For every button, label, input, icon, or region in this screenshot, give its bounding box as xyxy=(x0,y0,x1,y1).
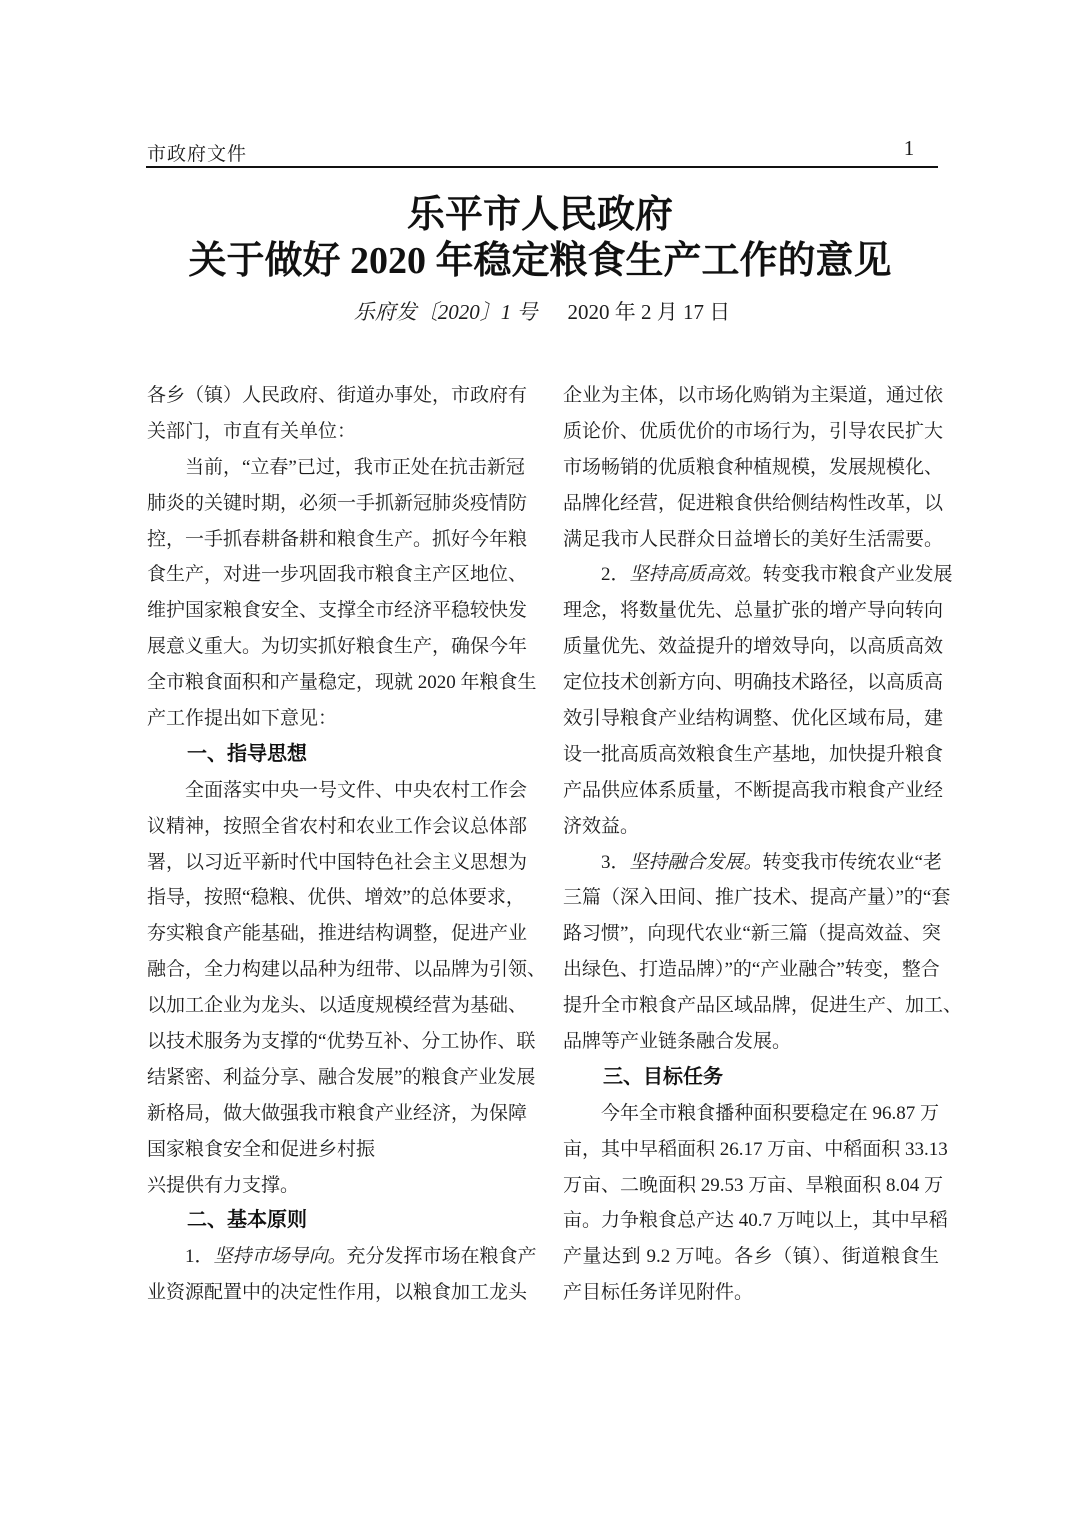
header-doc-type: 市政府文件 xyxy=(147,144,248,165)
text-run: 充分发挥市场在粮食产 xyxy=(346,1246,537,1268)
text-run: 二、基本原则 xyxy=(187,1209,307,1232)
body-line xyxy=(147,701,521,737)
body-line xyxy=(563,450,944,486)
section-heading xyxy=(563,1060,939,1096)
body-line xyxy=(147,952,547,988)
body-line xyxy=(563,809,939,845)
body-line xyxy=(147,1239,537,1275)
text-run: 产目标任务详见附件。 xyxy=(563,1282,754,1304)
body-line xyxy=(147,1096,528,1132)
text-run: 产量达到 9.2 万吨。各乡（镇）、街道粮食生 xyxy=(563,1246,939,1268)
text-run: 设一批高质高效粮食生产基地，加快提升粮食 xyxy=(563,743,944,765)
text-run: 维护国家粮食安全、支撑全市经济平稳较快发 xyxy=(147,600,528,622)
body-line xyxy=(563,1239,939,1275)
text-run: 肺炎的关键时期，必须一手抓新冠肺炎疫情防 xyxy=(147,492,528,514)
body-line xyxy=(147,450,525,486)
body-line xyxy=(147,1168,521,1204)
body-line xyxy=(563,1132,948,1168)
text-run: 质量优先、效益提升的增效导向，以高质高效 xyxy=(563,636,944,658)
body-line xyxy=(563,952,939,988)
emphasis-kai-text: 坚持市场导向。 xyxy=(213,1246,347,1268)
section-heading xyxy=(147,737,521,773)
text-run: 产品供应体系质量，不断提高我市粮食产业经 xyxy=(563,779,944,801)
body-line xyxy=(563,1096,939,1132)
text-run: 新格局，做大做强我市粮食产业经济，为保障 xyxy=(147,1102,528,1124)
body-line xyxy=(563,845,942,881)
body-line xyxy=(563,522,944,558)
text-run: 3． xyxy=(601,851,630,873)
text-run: 提升全市粮食产品区域品牌，促进生产、加工、 xyxy=(563,995,963,1017)
text-run: 满足我市人民群众日益增长的美好生活需要。 xyxy=(563,528,944,550)
body-line xyxy=(147,1132,521,1168)
body-line xyxy=(563,629,944,665)
body-line xyxy=(563,1203,948,1239)
body-line xyxy=(147,1060,536,1096)
body-line xyxy=(563,880,951,916)
text-run: 2． xyxy=(601,564,630,586)
body-line xyxy=(147,593,528,629)
text-run: 以加工企业为龙头、以适度规模经营为基础、 xyxy=(147,995,528,1017)
body-line xyxy=(147,1024,536,1060)
body-line xyxy=(147,1275,528,1311)
body-line xyxy=(563,1168,944,1204)
text-run: 展意义重大。为切实抓好粮食生产，确保今年 xyxy=(147,636,528,658)
body-line xyxy=(147,880,525,916)
text-run: 夯实粮食产能基础，推进结构调整，促进产业 xyxy=(147,923,528,945)
text-run: 路习惯”，向现代农业“新三篇（提高效益、突 xyxy=(563,923,941,945)
text-run: 亩，其中早稻面积 26.17 万亩、中稻面积 33.13 xyxy=(563,1138,948,1160)
text-run: 以技术服务为支撑的“优势互补、分工协作、联 xyxy=(147,1031,536,1053)
title-line-1: 乐平市人民政府 xyxy=(406,194,673,236)
left-column xyxy=(147,378,547,1311)
text-run: 兴提供有力支撑。 xyxy=(147,1174,300,1196)
text-run: 署，以习近平新时代中国特色社会主义思想为 xyxy=(147,851,528,873)
doc-date: 2020 年 2 月 17 日 xyxy=(567,300,731,324)
text-run: 指导，按照“稳粮、优供、增效”的总体要求， xyxy=(147,887,525,909)
doc-number: 乐府发〔2020〕1 号 xyxy=(353,300,538,324)
text-run: 定位技术创新方向、明确技术路径，以高质高 xyxy=(563,672,944,694)
body-line xyxy=(147,414,521,450)
text-run: 市场畅销的优质粮食种植规模，发展规模化、 xyxy=(563,456,944,478)
text-run: 转变我市传统农业“老 xyxy=(762,851,942,873)
body-line xyxy=(147,378,528,414)
body-line xyxy=(147,809,528,845)
text-run: 业资源配置中的决定性作用，以粮食加工龙头 xyxy=(147,1282,528,1304)
body-line xyxy=(563,486,944,522)
text-run: 一、指导思想 xyxy=(187,742,307,765)
body-line xyxy=(147,486,528,522)
text-run: 国家粮食安全和促进乡村振 xyxy=(147,1138,376,1160)
body-line xyxy=(563,593,944,629)
text-run: 控，一手抓春耕备耕和粮食生产。抓好今年粮 xyxy=(147,528,528,550)
title-line-2: 关于做好 2020 年稳定粮食生产工作的意见 xyxy=(188,240,892,282)
body-line xyxy=(563,1024,939,1060)
page-number: 1 xyxy=(903,136,915,160)
text-run: 1． xyxy=(185,1246,214,1268)
emphasis-kai-text: 坚持融合发展。 xyxy=(629,851,763,873)
body-line xyxy=(563,557,953,593)
body-line xyxy=(147,522,528,558)
text-run: 产工作提出如下意见： xyxy=(147,708,338,730)
document-title xyxy=(120,192,960,284)
body-line xyxy=(563,414,944,450)
text-run: 全市粮食面积和产量稳定，现就 2020 年粮食生 xyxy=(147,672,537,694)
text-run: 全面落实中央一号文件、中央农村工作会 xyxy=(185,779,528,801)
right-column xyxy=(563,378,963,1311)
text-run: 出绿色、打造品牌）”的“产业融合”转变，整合 xyxy=(563,959,940,981)
body-line xyxy=(563,916,939,952)
document-meta xyxy=(146,296,938,326)
text-run: 各乡（镇）人民政府、街道办事处，市政府有 xyxy=(147,385,528,406)
text-run: 品牌化经营，促进粮食供给侧结构性改革，以 xyxy=(563,492,944,514)
text-run: 万亩、二晚面积 29.53 万亩、旱粮面积 8.04 万 xyxy=(563,1174,944,1196)
body-line xyxy=(147,665,537,701)
body-line xyxy=(563,1275,939,1311)
text-run: 融合，全力构建以品种为纽带、以品牌为引领、 xyxy=(147,959,547,981)
body-line xyxy=(563,773,944,809)
text-run: 今年全市粮食播种面积要稳定在 96.87 万 xyxy=(601,1102,939,1124)
header-rule xyxy=(146,166,938,168)
body-line xyxy=(563,737,944,773)
text-run: 议精神，按照全省农村和农业工作会议总体部 xyxy=(147,815,528,837)
body-line xyxy=(147,988,528,1024)
body-line xyxy=(563,665,944,701)
text-run: 质论价、优质优价的市场行为，引导农民扩大 xyxy=(563,420,944,442)
text-run: 效引导粮食产业结构调整、优化区域布局，建 xyxy=(563,708,944,730)
text-run: 理念，将数量优先、总量扩张的增产导向转向 xyxy=(563,600,944,622)
text-run: 三篇（深入田间、推广技术、提高产量）”的“套 xyxy=(563,887,951,909)
text-run: 结紧密、利益分享、融合发展”的粮食产业发展 xyxy=(147,1066,536,1088)
emphasis-kai-text: 坚持高质高效。 xyxy=(629,564,763,586)
section-heading xyxy=(147,1203,521,1239)
body-line xyxy=(147,557,528,593)
body-line xyxy=(147,629,528,665)
body-line xyxy=(147,916,528,952)
text-run: 三、目标任务 xyxy=(603,1065,723,1088)
body-line xyxy=(147,773,528,809)
body-line xyxy=(563,988,963,1024)
body-line xyxy=(563,378,944,414)
text-run: 转变我市粮食产业发展 xyxy=(762,564,953,586)
text-run: 食生产，对进一步巩固我市粮食主产区地位、 xyxy=(147,564,528,586)
body-line xyxy=(563,701,944,737)
text-run: 关部门，市直有关单位： xyxy=(147,420,357,442)
text-run: 亩。力争粮食总产达 40.7 万吨以上，其中早稻 xyxy=(563,1210,948,1232)
text-run: 当前，“立春”已过，我市正处在抗击新冠 xyxy=(185,456,525,478)
body-line xyxy=(147,845,528,881)
text-run: 品牌等产业链条融合发展。 xyxy=(563,1031,792,1053)
text-run: 济效益。 xyxy=(563,815,640,837)
text-run: 企业为主体，以市场化购销为主渠道，通过依 xyxy=(563,385,944,406)
